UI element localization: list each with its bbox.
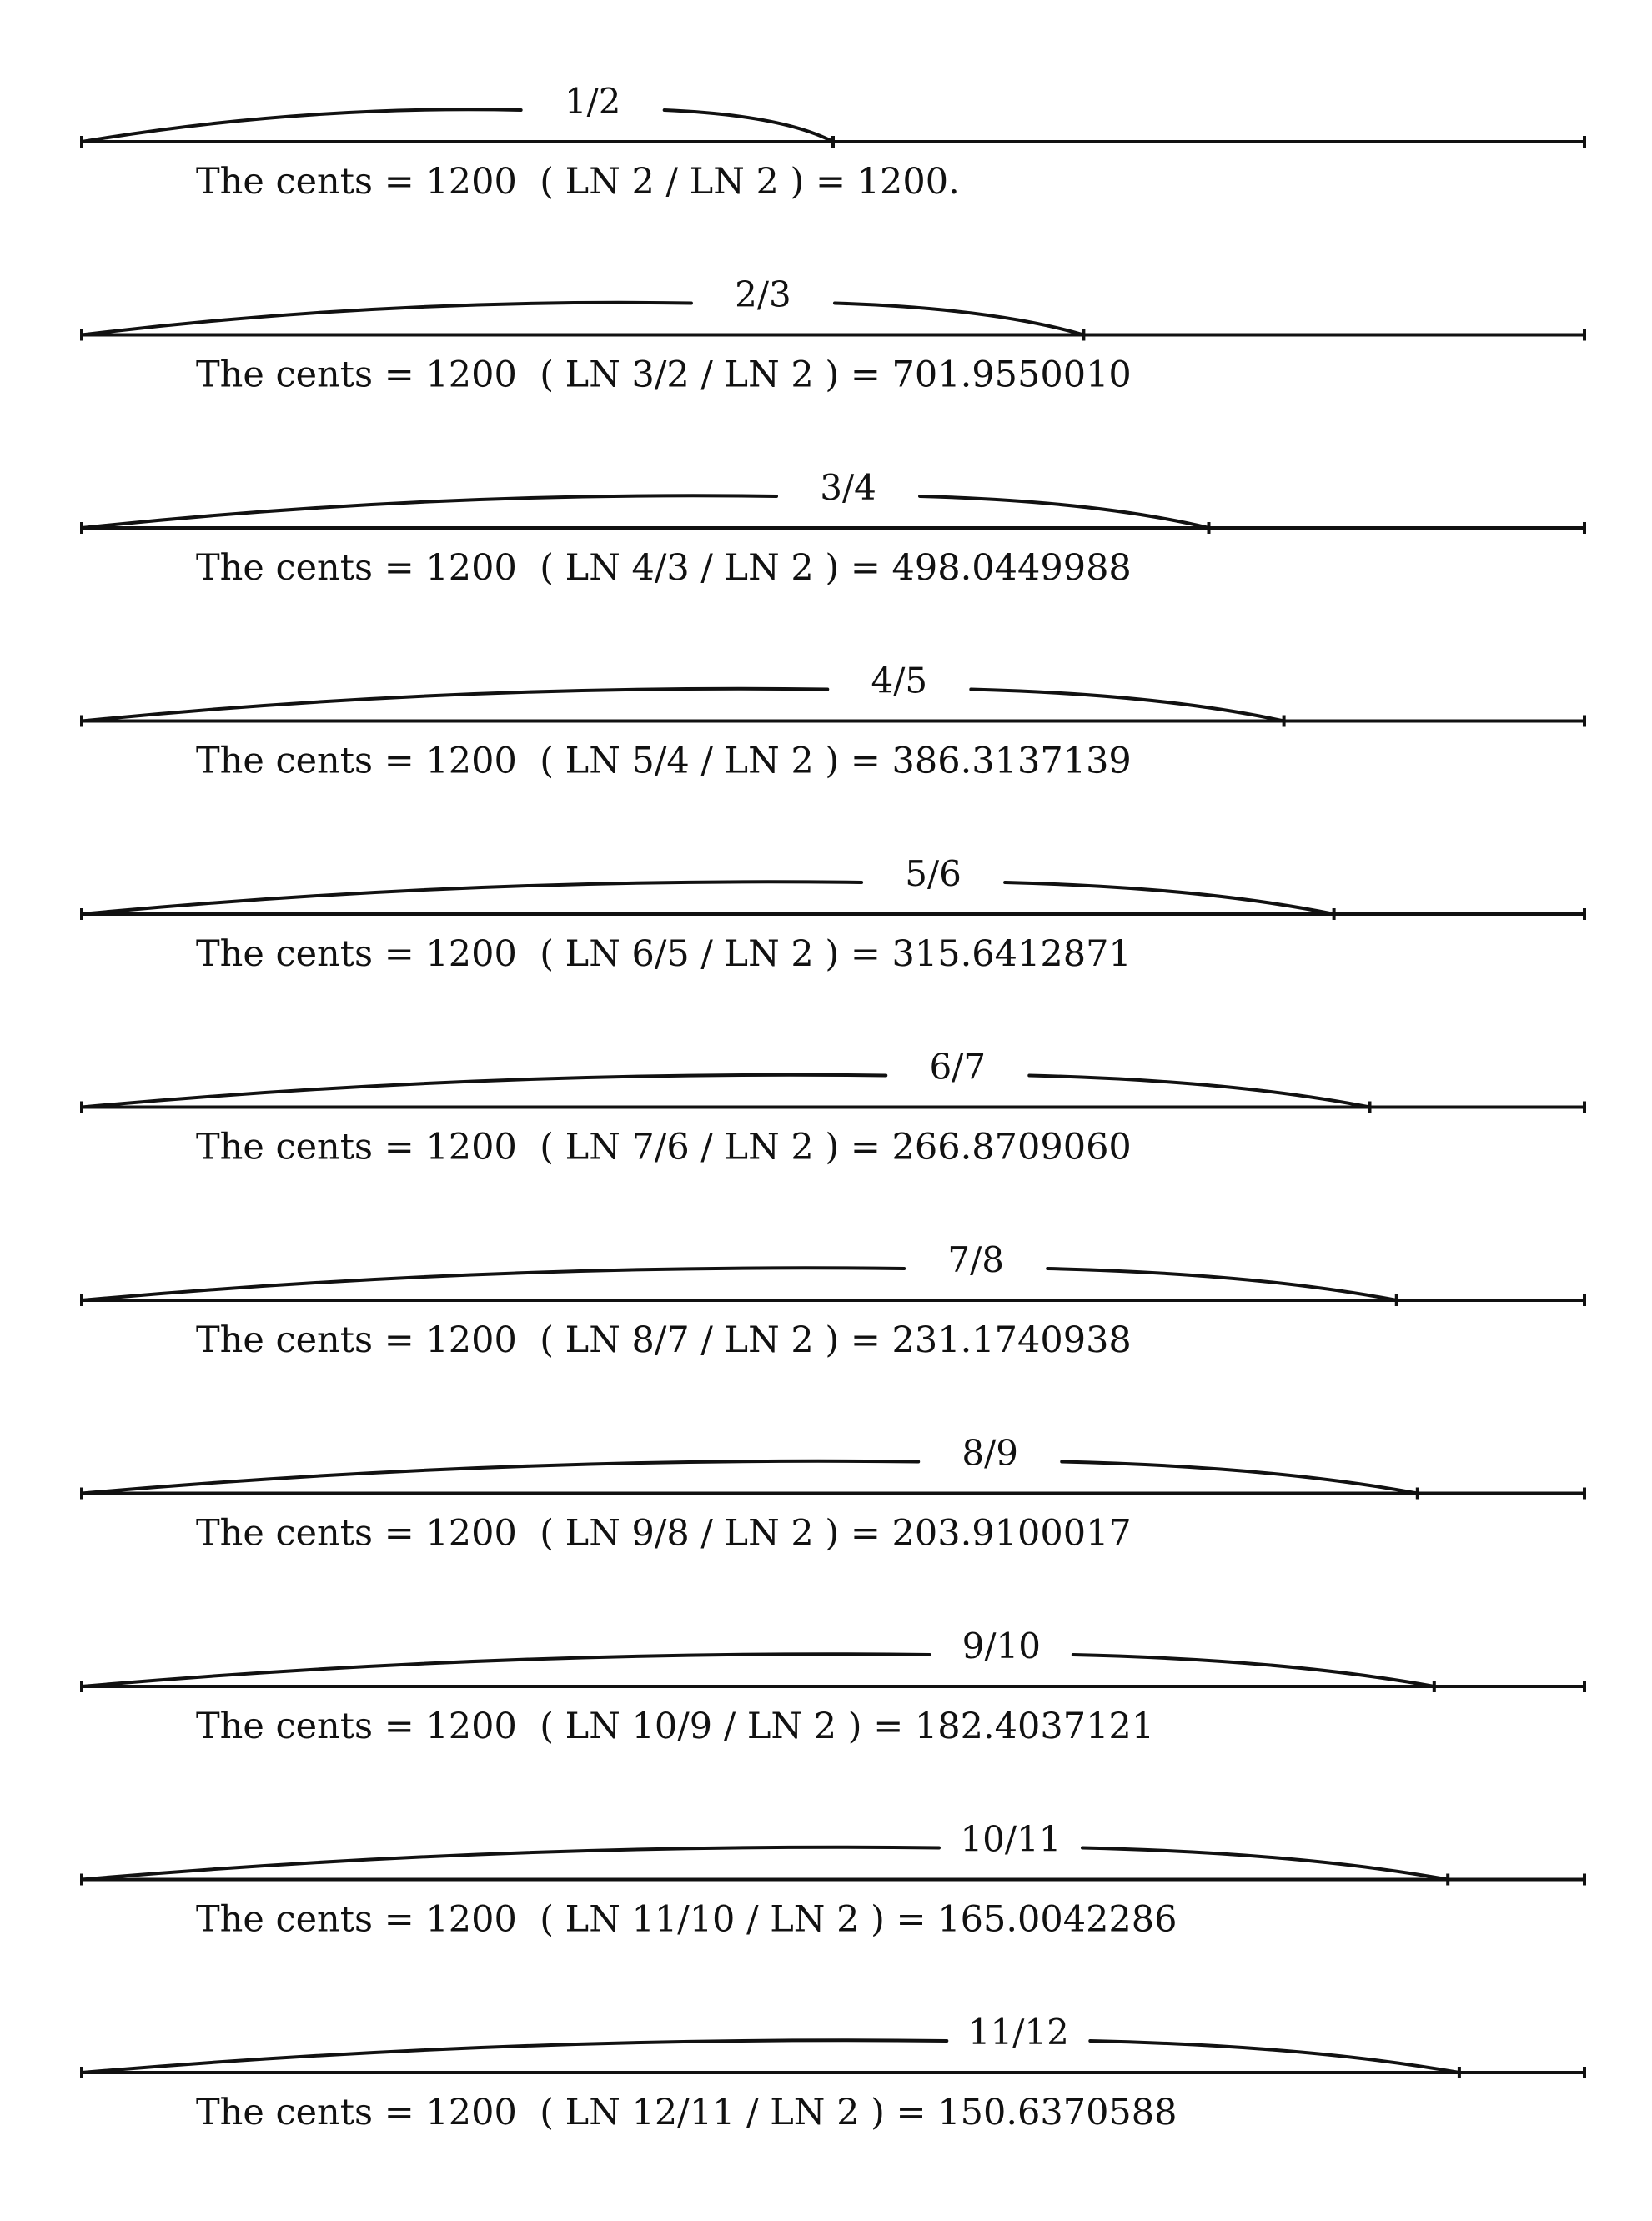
ratio-label: 4/5 — [871, 660, 928, 701]
ratio-label: 10/11 — [960, 1818, 1062, 1860]
cents-formula: The cents = 1200 ( LN 12/11 / LN 2 ) = 150.6370588 — [196, 2092, 1177, 2133]
string-row — [82, 1433, 1584, 1555]
string-row — [82, 2012, 1584, 2133]
division-arc-left — [82, 109, 521, 142]
division-arc-right — [1029, 1076, 1369, 1108]
string-row — [82, 1626, 1584, 1747]
division-arc-left — [82, 2040, 947, 2073]
cents-formula: The cents = 1200 ( LN 11/10 / LN 2 ) = 165.0042286 — [196, 1898, 1177, 1941]
division-arc-left — [82, 495, 776, 528]
ratio-label: 1/2 — [564, 81, 621, 122]
string-row — [82, 661, 1584, 782]
cents-formula: The cents = 1200 ( LN 6/5 / LN 2 ) = 315.6412871 — [196, 933, 1132, 975]
string-row — [82, 81, 1584, 203]
ratio-label: 3/4 — [820, 467, 876, 508]
cents-formula: The cents = 1200 ( LN 7/6 / LN 2 ) = 266.8709060 — [196, 1126, 1132, 1168]
ratio-label: 5/6 — [905, 853, 962, 894]
division-arc-left — [82, 303, 691, 335]
division-arc-right — [920, 496, 1208, 528]
ratio-label: 9/10 — [962, 1626, 1041, 1666]
cents-formula: The cents = 1200 ( LN 8/7 / LN 2 ) = 231.1740938 — [196, 1319, 1132, 1361]
division-arc-right — [1073, 1655, 1434, 1686]
division-arc-left — [82, 689, 827, 721]
division-arc-right — [1082, 1848, 1448, 1880]
string-row — [82, 467, 1584, 589]
string-row — [82, 1819, 1584, 1941]
cents-formula: The cents = 1200 ( LN 5/4 / LN 2 ) = 386.3137139 — [196, 740, 1132, 782]
division-arc-left — [82, 882, 861, 914]
ratio-label: 7/8 — [947, 1239, 1004, 1280]
string-row — [82, 274, 1584, 396]
division-arc-left — [82, 1461, 918, 1494]
ratio-label: 8/9 — [962, 1432, 1019, 1474]
cents-formula: The cents = 1200 ( LN 3/2 / LN 2 ) = 701.9550010 — [196, 354, 1132, 396]
division-arc-left — [82, 1075, 886, 1108]
string-row — [82, 853, 1584, 975]
division-arc-right — [1047, 1269, 1397, 1300]
string-row — [82, 1047, 1584, 1168]
ratio-label: 2/3 — [735, 274, 791, 315]
division-arc-right — [835, 304, 1083, 335]
ratio-label: 11/12 — [967, 2012, 1069, 2053]
cents-formula: The cents = 1200 ( LN 10/9 / LN 2 ) = 182.4037121 — [196, 1706, 1155, 1747]
division-arc-right — [665, 110, 833, 142]
division-arc-left — [82, 1268, 904, 1300]
division-arc-right — [1005, 882, 1334, 914]
rows-layer — [82, 81, 1584, 2133]
ratio-label: 6/7 — [929, 1046, 987, 1088]
division-arc-left — [82, 1654, 930, 1686]
cents-formula: The cents = 1200 ( LN 9/8 / LN 2 ) = 203.9100017 — [196, 1512, 1132, 1555]
division-arc-right — [971, 690, 1283, 721]
division-arc-left — [82, 1847, 939, 1880]
string-row — [82, 1239, 1584, 1361]
cents-formula: The cents = 1200 ( LN 4/3 / LN 2 ) = 498.0449988 — [196, 547, 1132, 589]
division-arc-right — [1062, 1462, 1418, 1494]
division-arc-right — [1090, 2041, 1459, 2073]
cents-formula: The cents = 1200 ( LN 2 / LN 2 ) = 1200. — [196, 161, 960, 203]
